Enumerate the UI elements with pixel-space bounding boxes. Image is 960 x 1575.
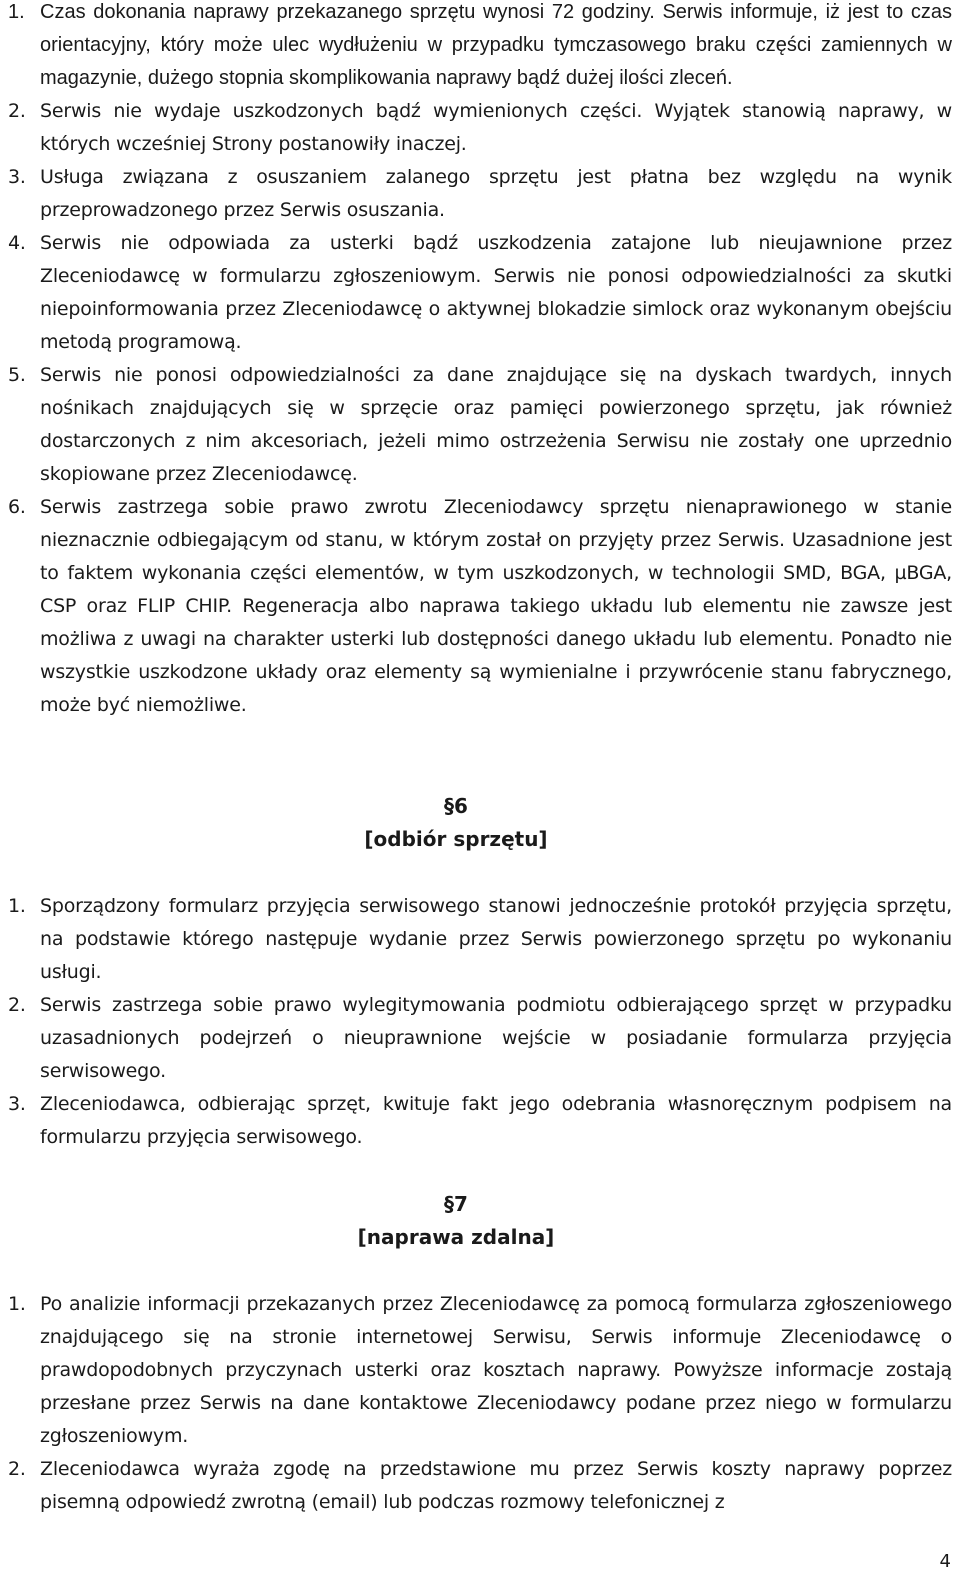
item-text: Zleceniodawca wyraża zgodę na przedstawione mu przez Serwis koszty naprawy poprzez pisemną odpowiedź zwrotną (email) lub podczas rozmowy telefonicznej z [40,1458,952,1513]
list-item [0,0,952,95]
item-number: 6. [8,496,26,518]
page-number: 4 [939,1551,951,1572]
item-number: 3. [8,1093,26,1115]
list-item [0,1288,952,1453]
list-item [0,1088,952,1154]
item-number: 1. [8,1,25,23]
item-text: Sporządzony formularz przyjęcia serwisowego stanowi jednocześnie protokół przyjęcia sprzętu, na podstawie którego następuje wydanie przez Serwis powierzonego sprzętu po wykonaniu usługi. [40,895,952,983]
section-6-list [0,890,952,1154]
terms-list-previous-section [0,0,952,722]
item-text: Czas dokonania naprawy przekazanego sprzętu wynosi 72 godziny. Serwis informuje, iż jest to czas orientacyjny, który może ulec wydłużeniu w przypadku tymczasowego braku części zamiennych w magazynie, dużego stopnia skomplikowania naprawy bądź dużej ilości zleceń. [40,1,952,89]
list-item [0,890,952,989]
list-item [0,227,952,359]
item-text: Usługa związana z osuszaniem zalanego sprzętu jest płatna bez względu na wynik przeprowadzonego przez Serwis osuszania. [40,166,952,221]
section-7-number: §7 [444,1192,468,1216]
list-item [0,161,952,227]
item-number: 1. [8,895,26,917]
list-item [0,1453,952,1519]
item-text: Serwis nie ponosi odpowiedzialności za dane znajdujące się na dyskach twardych, innych nośnikach znajdujących się w sprzęcie oraz pamięci powierzonego sprzętu, jak również dostarczonych z nim akcesoriach, jeżeli mimo ostrzeżenia Serwisu nie zostały one uprzednio skopiowane przez Zleceniodawcę. [40,364,952,485]
item-number: 2. [8,994,26,1016]
list-item [0,95,952,161]
item-text: Po analizie informacji przekazanych przez Zleceniodawcę za pomocą formularza zgłoszeniowego znajdującego się na stronie internetowej Serwisu, Serwis informuje Zleceniodawcę o prawdopodobnych przyczynach usterki oraz kosztach naprawy. Powyższe informacje zostają przesłane przez Serwis na dane kontaktowe Zleceniodawcy podane przez niego w formularzu zgłoszeniowym. [40,1293,952,1447]
item-number: 1. [8,1293,26,1315]
item-text: Serwis nie odpowiada za usterki bądź uszkodzenia zatajone lub nieujawnione przez Zleceniodawcę w formularzu zgłoszeniowym. Serwis nie ponosi odpowiedzialności za skutki niepoinformowania przez Zleceniodawcę o aktywnej blokadzie simlock oraz wykonanym obejściu metodą programową. [40,232,952,353]
list-item [0,491,952,722]
item-number: 4. [8,232,26,254]
item-number: 5. [8,364,26,386]
section-7-title: [naprawa zdalna] [357,1225,555,1249]
item-text: Serwis zastrzega sobie prawo zwrotu Zleceniodawcy sprzętu nienaprawionego w stanie nieznacznie odbiegającym od stanu, w którym został on przyjęty przez Serwis. Uzasadnione jest to faktem wykonania części elementów, w tym uszkodzonych, w technologii SMD, BGA, µBGA, CSP oraz FLIP CHIP. Regeneracja albo naprawa takiego układu lub elementu nie zawsze jest możliwa z uwagi na charakter usterki lub dostępności danego układu lub elementu. Ponadto nie wszystkie uszkodzone układy oraz elementy są wymienialne i przywrócenie stanu fabrycznego, może być niemożliwe. [40,496,952,716]
item-text: Zleceniodawca, odbierając sprzęt, kwituje fakt jego odebrania własnoręcznym podpisem na formularzu przyjęcia serwisowego. [40,1093,952,1148]
section-6-title: [odbiór sprzętu] [364,827,548,851]
item-number: 3. [8,166,26,188]
item-number: 2. [8,100,26,122]
item-text: Serwis zastrzega sobie prawo wylegitymowania podmiotu odbierającego sprzęt w przypadku uzasadnionych podejrzeń o nieuprawnione wejście w posiadanie formularza przyjęcia serwisowego. [40,994,952,1082]
item-number: 2. [8,1458,26,1480]
list-item [0,989,952,1088]
section-7-list [0,1288,952,1519]
list-item [0,359,952,491]
item-text: Serwis nie wydaje uszkodzonych bądź wymienionych części. Wyjątek stanowią naprawy, w których wcześniej Strony postanowiły inaczej. [40,100,952,155]
section-6-number: §6 [444,794,468,818]
